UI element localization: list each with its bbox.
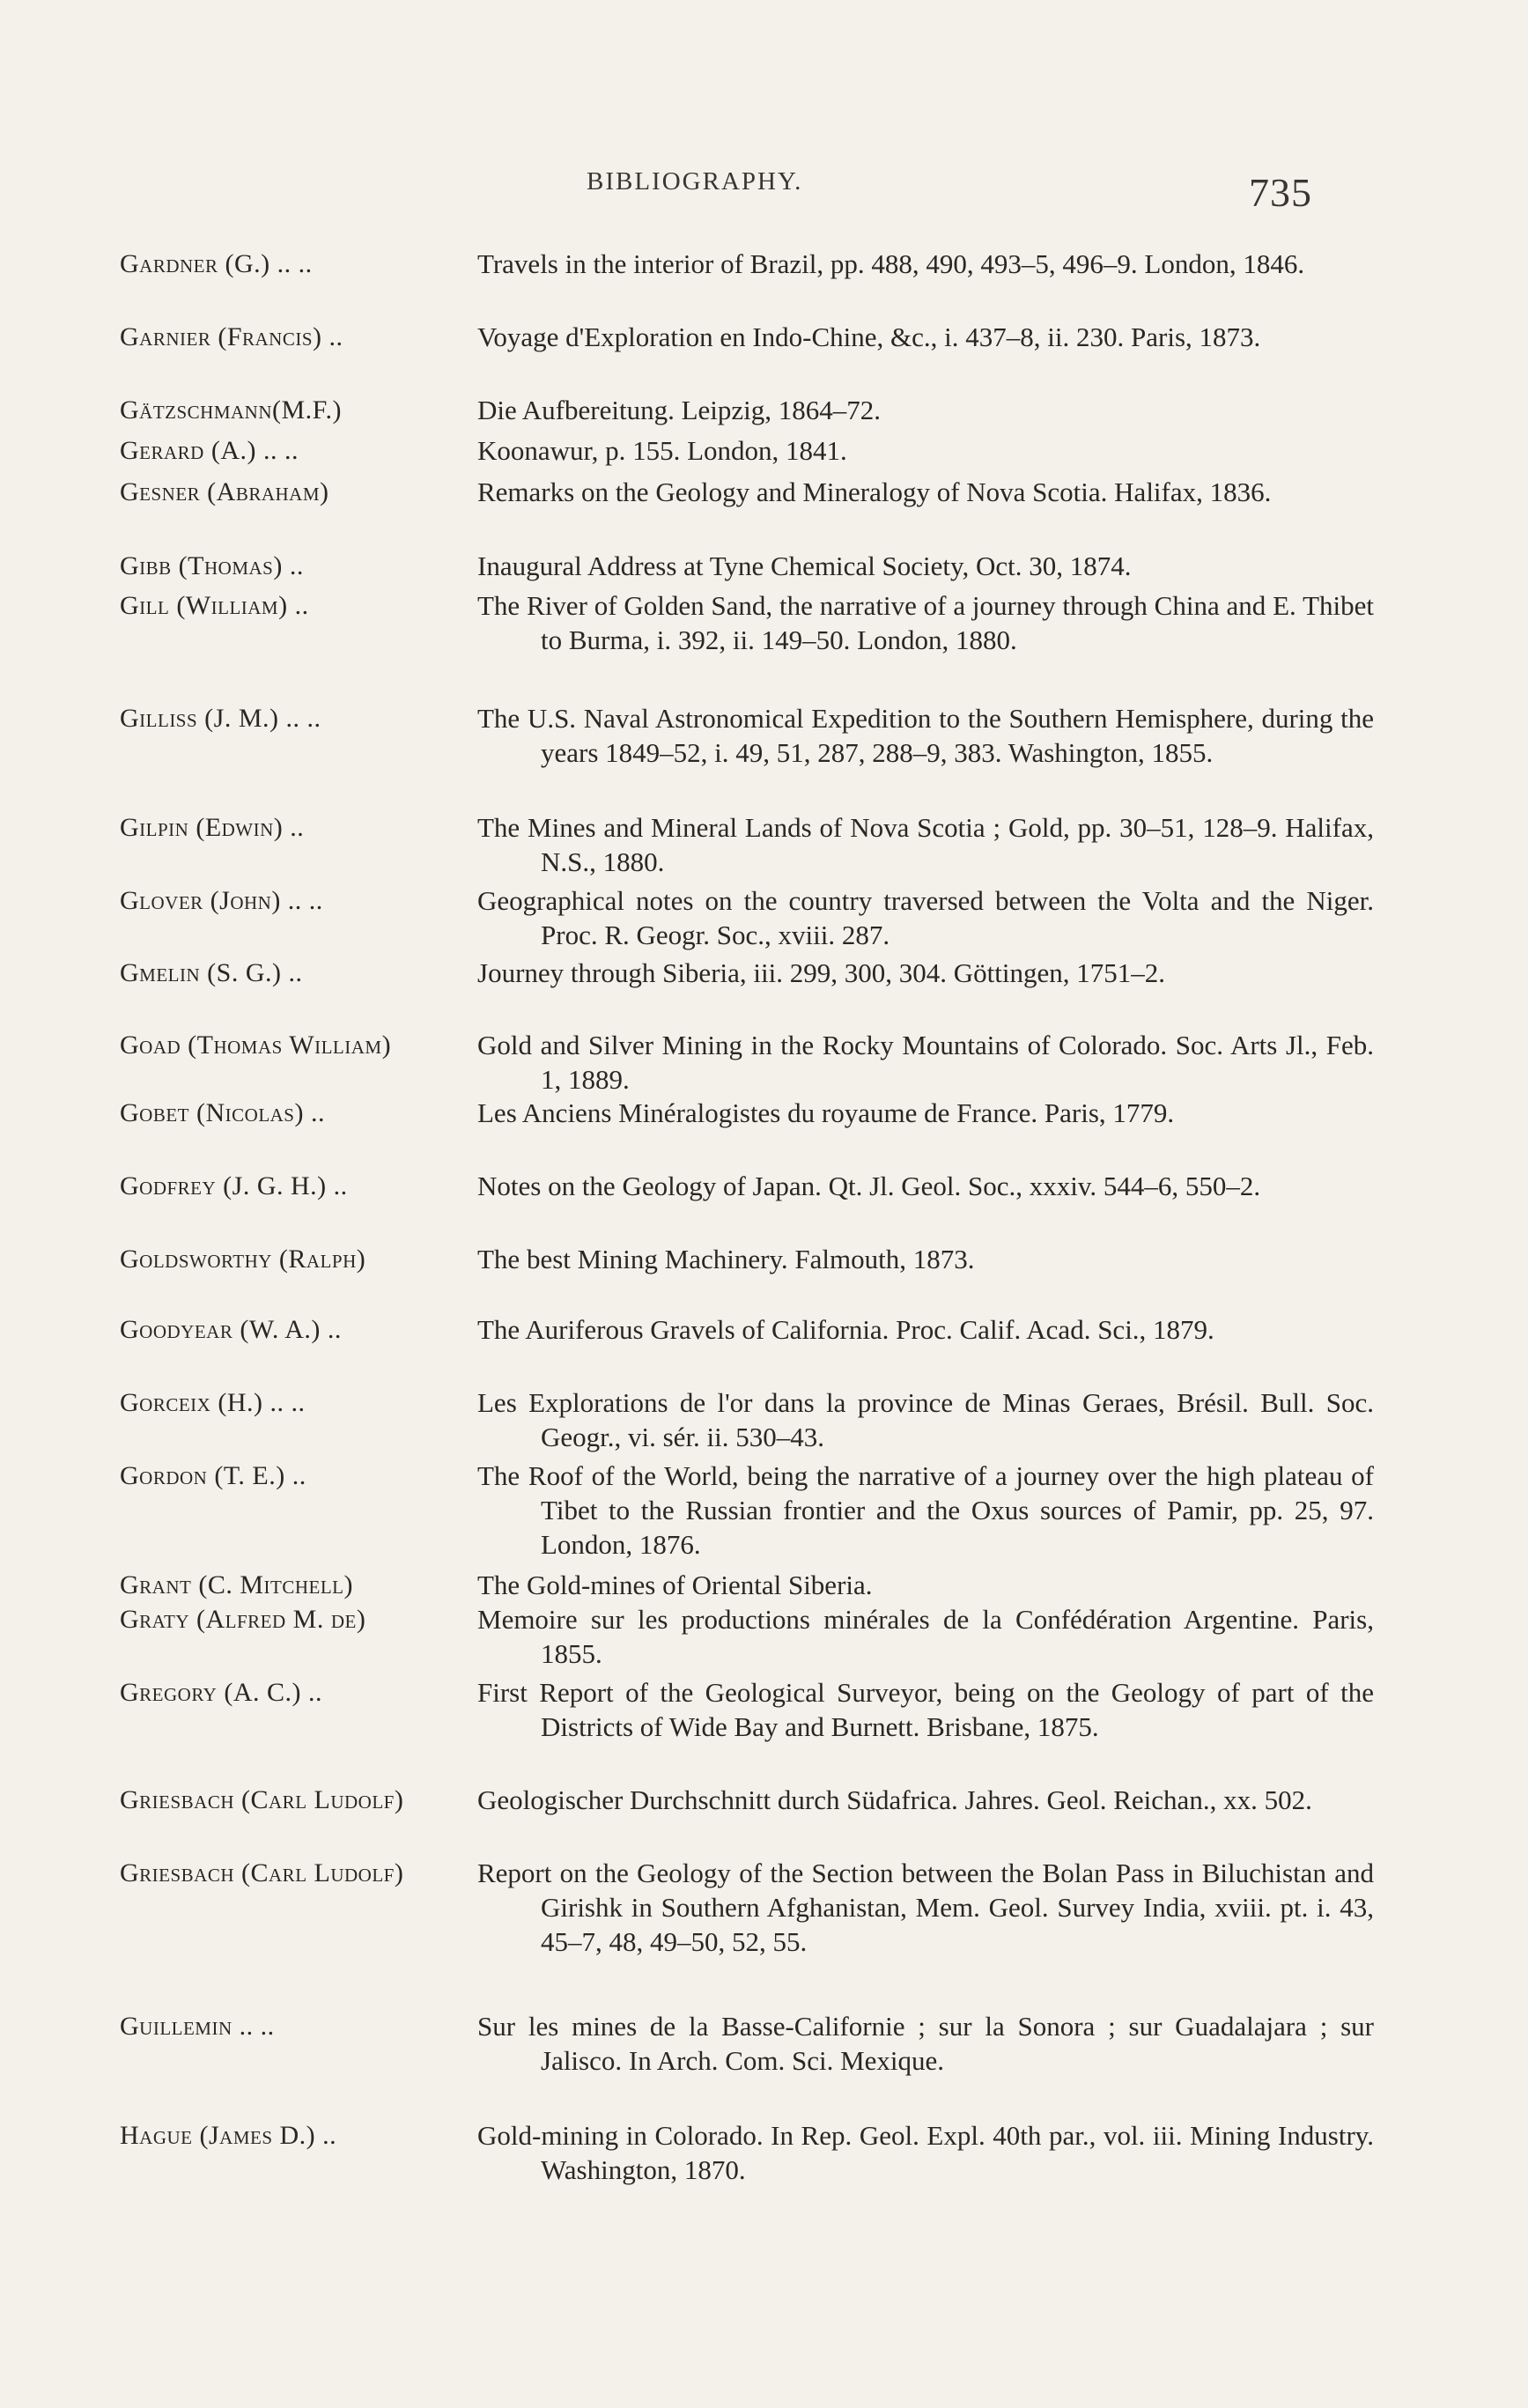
entry-author: Glover (John) .. .. — [120, 886, 323, 915]
entry-work: Les Explorations de l'or dans la province de Minas Geraes, Brésil. Bull. Soc. Geogr., vi. sér. ii. 530–43. — [477, 1387, 1374, 1452]
entry-author: Griesbach (Carl Ludolf) — [120, 1785, 404, 1814]
entry-author: Gätzschmann(M.F.) — [120, 395, 342, 425]
running-header: BIBLIOGRAPHY. — [587, 167, 803, 196]
entry-author: Gordon (T. E.) .. — [120, 1461, 306, 1490]
entry-work: Gold and Silver Mining in the Rocky Mountains of Colorado. Soc. Arts Jl., Feb. 1, 1889. — [477, 1030, 1374, 1095]
entry-author: Graty (Alfred M. de) — [120, 1605, 366, 1634]
entry-author: Hague (James D.) .. — [120, 2121, 337, 2150]
entry-work: Koonawur, p. 155. London, 1841. — [477, 435, 847, 466]
entry-work: Sur les mines de la Basse-Californie ; sur la Sonora ; sur Guadalajara ; sur Jalisco. In Arch. Com. Sci. Mexique. — [477, 2011, 1374, 2076]
entry-work: Geographical notes on the country traversed between the Volta and the Niger. Proc. R. Geogr. Soc., xviii. 287. — [477, 885, 1374, 950]
entry-work: The River of Golden Sand, the narrative of a journey through China and E. Thibet to Burma, i. 392, ii. 149–50. London, 1880. — [477, 590, 1374, 655]
entry-work: The Mines and Mineral Lands of Nova Scotia ; Gold, pp. 30–51, 128–9. Halifax, N.S., 1880. — [477, 812, 1374, 877]
entry-work: Gold-mining in Colorado. In Rep. Geol. Expl. 40th par., vol. iii. Mining Industry. Washington, 1870. — [477, 2120, 1374, 2185]
entry-author: Gibb (Thomas) .. — [120, 551, 304, 580]
entry-work: The Roof of the World, being the narrative of a journey over the high plateau of Tibet to the Russian frontier and the Oxus sources of Pamir, pp. 25, 97. London, 1876. — [477, 1460, 1374, 1560]
entry-work: The best Mining Machinery. Falmouth, 1873. — [477, 1244, 975, 1274]
entry-work: Die Aufbereitung. Leipzig, 1864–72. — [477, 395, 882, 425]
entry-author: Grant (C. Mitchell) — [120, 1570, 353, 1599]
entry-author: Gesner (Abraham) — [120, 477, 329, 506]
entry-author: Griesbach (Carl Ludolf) — [120, 1858, 404, 1887]
entry-author: Godfrey (J. G. H.) .. — [120, 1171, 348, 1200]
entry-author: Goldsworthy (Ralph) — [120, 1245, 366, 1274]
entry-author: Gregory (A. C.) .. — [120, 1678, 322, 1707]
entry-work: Journey through Siberia, iii. 299, 300, 304. Göttingen, 1751–2. — [477, 957, 1165, 988]
entry-author: Goad (Thomas William) — [120, 1030, 392, 1060]
entry-author: Gill (William) .. — [120, 591, 309, 620]
page-number: 735 — [1249, 170, 1312, 215]
entry-author: Gorceix (H.) .. .. — [120, 1388, 306, 1417]
entry-work: The U.S. Naval Astronomical Expedition to the Southern Hemisphere, during the years 1849–52, i. 49, 51, 287, 288–9, 383. Washington, 1855. — [477, 703, 1374, 768]
entry-work: Memoire sur les productions minérales de la Confédération Argentine. Paris, 1855. — [477, 1604, 1374, 1669]
entry-work: Remarks on the Geology and Mineralogy of Nova Scotia. Halifax, 1836. — [477, 476, 1272, 507]
entry-author: Gobet (Nicolas) .. — [120, 1098, 325, 1127]
entry-work: Travels in the interior of Brazil, pp. 488, 490, 493–5, 496–9. London, 1846. — [477, 248, 1305, 279]
entry-author: Gardner (G.) .. .. — [120, 249, 313, 278]
entry-work: First Report of the Geological Surveyor, being on the Geology of part of the Districts of Wide Bay and Burnett. Brisbane, 1875. — [477, 1677, 1374, 1742]
entry-work: Notes on the Geology of Japan. Qt. Jl. Geol. Soc., xxxiv. 544–6, 550–2. — [477, 1171, 1261, 1201]
entry-work: Les Anciens Minéralogistes du royaume de France. Paris, 1779. — [477, 1097, 1175, 1128]
entry-work: The Gold-mines of Oriental Siberia. — [477, 1570, 873, 1600]
entry-work: Voyage d'Exploration en Indo-Chine, &c., i. 437–8, ii. 230. Paris, 1873. — [477, 321, 1261, 352]
entry-work: Geologischer Durchschnitt durch Südafrica. Jahres. Geol. Reichan., xx. 502. — [477, 1784, 1312, 1815]
entry-work: Report on the Geology of the Section between the Bolan Pass in Biluchistan and Girishk in Southern Afghanistan, Mem. Geol. Survey India, xviii. pt. i. 43, 45–7, 48, 49–50, 52, 55. — [477, 1858, 1374, 1957]
entry-author: Guillemin .. .. — [120, 2012, 275, 2041]
entry-work: The Auriferous Gravels of California. Proc. Calif. Acad. Sci., 1879. — [477, 1314, 1214, 1345]
entry-author: Gilliss (J. M.) .. .. — [120, 704, 321, 733]
entry-author: Goodyear (W. A.) .. — [120, 1315, 342, 1344]
entry-author: Gerard (A.) .. .. — [120, 436, 299, 465]
entry-author: Gilpin (Edwin) .. — [120, 813, 305, 842]
entry-author: Garnier (Francis) .. — [120, 322, 343, 351]
entry-work: Inaugural Address at Tyne Chemical Society, Oct. 30, 1874. — [477, 550, 1132, 581]
entry-author: Gmelin (S. G.) .. — [120, 958, 303, 987]
